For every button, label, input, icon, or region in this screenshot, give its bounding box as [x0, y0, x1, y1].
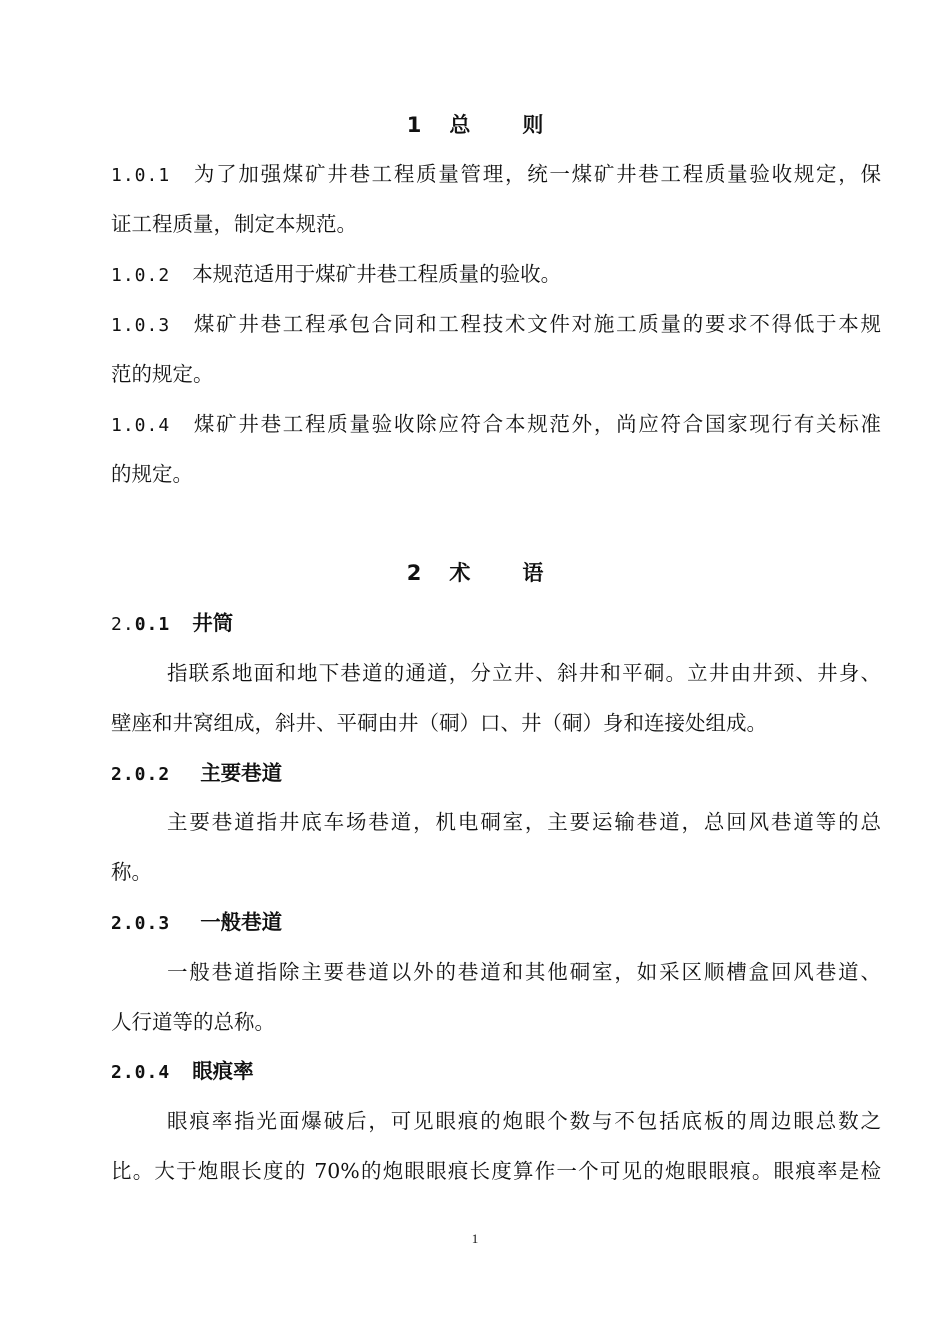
term-2-0-2-def-line-1: 主要巷道指井底车场巷道，机电硐室，主要运输巷道，总回风巷道等的总	[167, 810, 881, 834]
clause-text: 煤矿井巷工程质量验收除应符合本规范外，尚应符合国家现行有关标准	[192, 412, 881, 436]
chapter-number: 2	[406, 561, 422, 585]
term-number: 0.1	[134, 614, 171, 635]
term-number-prefix: 2.	[111, 614, 135, 635]
term-title: 一般巷道	[200, 910, 283, 934]
term-number: 2.0.2	[111, 764, 171, 785]
term-2-0-2-def-line-2: 称。	[111, 860, 152, 884]
chapter-number: 1	[406, 113, 422, 137]
chapter-title-char: 术	[449, 560, 471, 585]
term-2-0-4-def-line-1: 眼痕率指光面爆破后，可见眼痕的炮眼个数与不包括底板的周边眼总数之	[167, 1109, 881, 1133]
term-title: 主要巷道	[200, 761, 283, 785]
page-number: 1	[471, 1231, 479, 1246]
chapter-title-char: 语	[522, 560, 544, 585]
term-2-0-1-header	[111, 608, 881, 640]
clause-1-0-1-line-2: 证工程质量，制定本规范。	[111, 212, 357, 236]
clause-1-0-4-line-1	[111, 409, 881, 441]
clause-1-0-3-line-2: 范的规定。	[111, 362, 214, 386]
term-title: 眼痕率	[192, 1059, 254, 1083]
clause-text: 本规范适用于煤矿井巷工程质量的验收。	[192, 262, 562, 286]
clause-number: 1.0.2	[111, 265, 171, 286]
chapter-title-char: 总	[449, 112, 471, 137]
term-2-0-1-def-line-1: 指联系地面和地下巷道的通道，分立井、斜井和平硐。立井由井颈、井身、	[167, 661, 881, 685]
term-2-0-2-header	[111, 758, 881, 790]
term-2-0-3-def-line-1: 一般巷道指除主要巷道以外的巷道和其他硐室，如采区顺槽盒回风巷道、	[167, 960, 881, 984]
term-2-0-3-header	[111, 907, 881, 939]
clause-number: 1.0.3	[111, 315, 171, 336]
clause-1-0-1-line-1	[111, 159, 881, 191]
chapter-title-char: 则	[522, 112, 544, 137]
clause-number: 1.0.4	[111, 415, 171, 436]
term-number: 2.0.4	[111, 1062, 171, 1083]
term-2-0-4-header	[111, 1056, 881, 1088]
clause-text: 煤矿井巷工程承包合同和工程技术文件对施工质量的要求不得低于本规	[192, 312, 881, 336]
chapter-1-heading	[0, 110, 950, 140]
chapter-2-heading	[0, 558, 950, 588]
clause-number: 1.0.1	[111, 165, 171, 186]
term-2-0-3-def-line-2: 人行道等的总称。	[111, 1010, 275, 1034]
term-2-0-4-def-line-2: 比。大于炮眼长度的 70%的炮眼眼痕长度算作一个可见的炮眼眼痕。眼痕率是检	[111, 1159, 881, 1183]
clause-1-0-2	[111, 259, 881, 291]
term-title: 井筒	[192, 611, 234, 635]
term-number: 2.0.3	[111, 913, 171, 934]
term-2-0-1-def-line-2: 壁座和井窝组成，斜井、平硐由井（硐）口、井（硐）身和连接处组成。	[111, 711, 767, 735]
clause-1-0-4-line-2: 的规定。	[111, 462, 193, 486]
clause-text: 为了加强煤矿井巷工程质量管理，统一煤矿井巷工程质量验收规定，保	[192, 162, 881, 186]
clause-1-0-3-line-1	[111, 309, 881, 341]
